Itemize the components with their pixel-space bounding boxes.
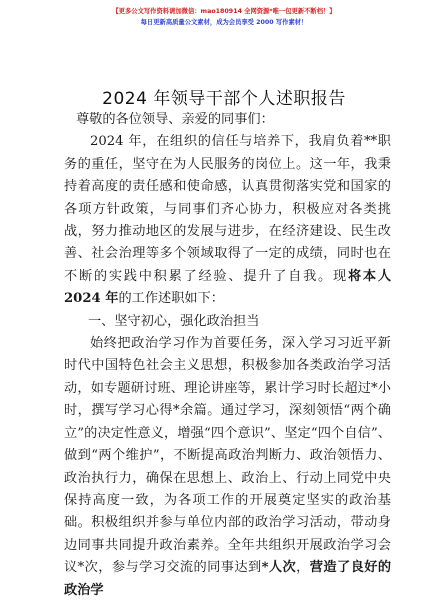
paragraph-political-study-text: 始终把政治学习作为首要任务，深入学习习近平新时代中国特色社会主义思想，积极参加各类政治学习活动，如专题研讨班、理论讲座等，累计学习时长超过*小时，撰写学习心得*余篇。通过学习，深刻领悟“两个确立”的决定性意义，增强“四个意识”、坚定“四个自信”、做到“两个维护”，不断提高政治判断力、政治领悟力、政治执行力，确保在思想上、政治上、行动上同党中央保持高度一致，为各项工作的开展奠定坚实的政治基础。积极组织并参与单位内部的政治学习活动，带动身边同事共同提升政治素养。全年共组织开展政治学习会议*次，参与学习交流的同事达到 xyxy=(64,336,391,576)
document-title: 2024 年领导干部个人述职报告 xyxy=(102,89,346,109)
document-body xyxy=(64,109,391,602)
paragraph-political-study-bold: *人次 xyxy=(261,560,297,576)
paragraph-political-study xyxy=(64,333,391,602)
paragraph-political-study-comma: ， xyxy=(296,560,310,576)
paragraph-intro xyxy=(64,131,391,310)
paragraph-intro-end: 的工作述职如下： xyxy=(118,291,224,307)
greeting: 尊敬的各位领导、亲爱的同事们： xyxy=(76,112,274,127)
paragraph-intro-bold: 将本人 2024 年 xyxy=(64,268,392,307)
promo-banner-line-2: 每日更新高质量公文素材，成为会员享受 2000 写作素材！ xyxy=(140,19,308,26)
section-heading-1: 一、坚守初心，强化政治担当 xyxy=(88,313,260,329)
paragraph-political-study-bold-end: 营造了良好的政治学 xyxy=(64,560,392,598)
paragraph-intro-text: 2024 年，在组织的信任与培养下，我肩负着**职务的重任，坚守在为人民服务的岗位上。这一年，我秉持着高度的责任感和使命感，认真贯彻落实党和国家的各项方针政策，与同事们齐心协力，积极应对各类挑战，努力推动地区的发展与进步，在经济建设、民生改善、社会治理等多个领域取得了一定的成绩，同时也在不断的实践中积累了经验、提升了自我。现 xyxy=(64,134,391,284)
promo-banner-line-1: 【更多公文写作资料请加微信：mao180914 全网资源*唯一包更新不断档！】 xyxy=(112,8,336,15)
